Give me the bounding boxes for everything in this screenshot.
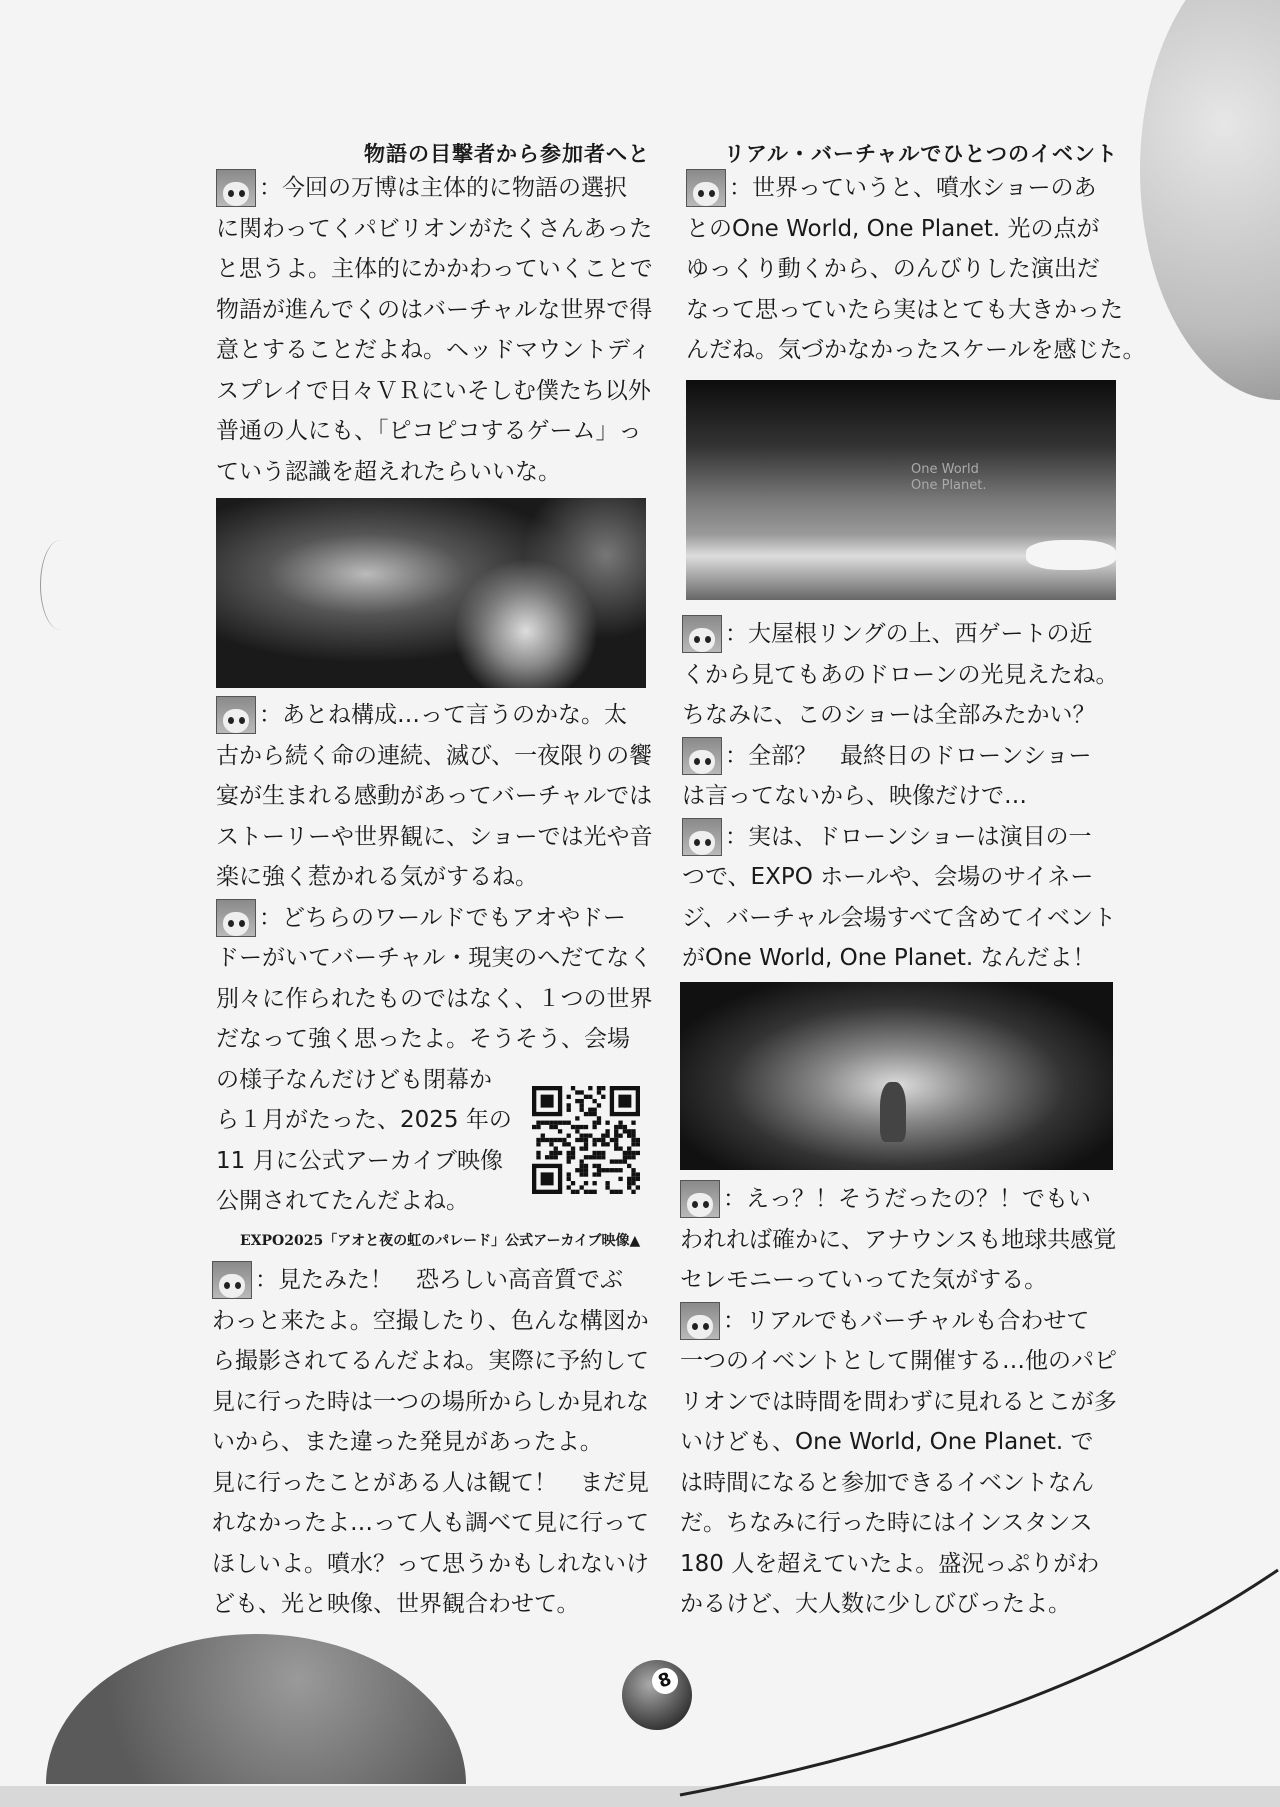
line-text: 普通の人にも、「ピコピコするゲーム」っ: [216, 418, 642, 444]
dialogue-block: [212, 1260, 649, 1463]
line-text: ら撮影されてるんだよね。実際に予約して: [212, 1348, 649, 1374]
line-text: れなかったよ…って人も調べて見に行って: [212, 1510, 649, 1536]
line-text: がOne World, One Planet. なんだよ！: [682, 945, 1096, 971]
line-text: わっと来たよ。空撮したり、色んな構図か: [212, 1307, 649, 1334]
text-line: [682, 776, 1119, 817]
right-dialogue-2: [682, 614, 1119, 979]
text-line: [686, 249, 1123, 290]
dialogue-block: [212, 1463, 649, 1625]
dialogue-block: [216, 168, 653, 492]
line-text: 意とすることだよね。ヘッドマウントディ: [216, 337, 652, 363]
text-line: [682, 695, 1119, 736]
dialogue-block: [682, 817, 1119, 979]
line-text: 宴が生まれる感動があってバーチャルでは: [216, 783, 653, 809]
line-text: ども、光と映像、世界観合わせて。: [212, 1591, 580, 1617]
dialogue-block: [686, 168, 1146, 371]
line-text: ：見たみた！ 恐ろしい高音質でぶ: [255, 1267, 623, 1293]
dialogue-block: [216, 695, 653, 898]
text-line: [680, 1179, 1117, 1220]
decorative-circle-top-right: [1140, 0, 1280, 400]
text-line: [212, 1544, 649, 1585]
text-line: [216, 168, 653, 209]
photo-logo: [911, 462, 987, 494]
line-text: ドーがいてバーチャル・現実のへだてなく: [216, 945, 653, 971]
speaker-avatar-icon: [686, 169, 726, 207]
right-dialogue-1: [686, 168, 1146, 371]
photo-logo-line: One World: [911, 462, 979, 477]
text-line: [216, 817, 653, 858]
line-text: 公開されてたんだよね。: [216, 1188, 469, 1214]
text-line: [212, 1503, 649, 1544]
text-line: [216, 776, 653, 817]
text-line: [216, 452, 653, 493]
line-text: は時間になると参加できるイベントなん: [680, 1469, 1094, 1496]
text-line: [682, 655, 1119, 696]
text-line: [686, 330, 1146, 371]
line-text: は言ってないから、映像だけで…: [682, 783, 1027, 809]
virtual-venue-photo: [680, 982, 1113, 1170]
line-text: リオンでは時間を問わずに見れるとこが多: [680, 1388, 1117, 1415]
dialogue-block: [682, 736, 1119, 817]
text-line: [680, 1422, 1117, 1463]
speaker-avatar-icon: [680, 1302, 720, 1340]
line-text: とのOne World, One Planet. 光の点が: [686, 215, 1100, 242]
text-line: [216, 411, 653, 452]
line-text: ていう認識を超えれたらいいな。: [216, 458, 561, 485]
line-text: ：今回の万博は主体的に物語の選択: [259, 175, 627, 201]
text-line: [680, 1584, 1117, 1625]
line-text: 楽に強く惹かれる気がするね。: [216, 864, 538, 890]
text-line: [216, 371, 653, 412]
line-text: 見に行った時は一つの場所からしか見れな: [212, 1388, 649, 1415]
dialogue-block: [680, 1179, 1117, 1301]
text-line: [680, 1301, 1117, 1342]
text-line: [686, 209, 1123, 250]
line-text: んだね。気づかなかったスケールを感じた。: [686, 337, 1146, 363]
line-text: ら１月がたった、2025 年の: [216, 1107, 512, 1133]
line-text: ：どちらのワールドでもアオやドー: [259, 904, 626, 931]
text-line: [682, 898, 1119, 939]
text-line: [682, 938, 1119, 979]
right-dialogue-3: [680, 1179, 1117, 1625]
text-line: [212, 1341, 649, 1382]
text-line: [216, 209, 653, 250]
speaker-avatar-icon: [216, 899, 256, 937]
text-line: [216, 736, 653, 777]
line-text: の様子なんだけども閉幕か: [216, 1066, 492, 1093]
line-text: つで、EXPO ホールや、会場のサイネー: [682, 864, 1094, 890]
right-section-heading: リアル・バーチャルでひとつのイベント: [723, 142, 1118, 166]
text-line: [686, 168, 1123, 209]
text-line: [680, 1341, 1117, 1382]
text-line: [212, 1260, 649, 1301]
line-text: に関わってくパビリオンがたくさんあった: [216, 215, 653, 242]
line-text: セレモニーっていってた気がする。: [680, 1267, 1048, 1293]
line-text: ：世界っていうと、噴水ショーのあ: [729, 175, 1097, 201]
line-text: なって思っていたら実はとても大きかった: [686, 296, 1123, 323]
text-line: [686, 290, 1123, 331]
line-text: ：大屋根リングの上、西ゲートの近: [725, 621, 1093, 647]
page-number-ball: [622, 1660, 692, 1730]
speaker-avatar-icon: [680, 1180, 720, 1218]
line-text: と思うよ。主体的にかかわっていくことで: [216, 256, 653, 282]
line-text: 一つのイベントとして開催する…他のパピ: [680, 1348, 1117, 1374]
line-text: くから見てもあのドローンの光見えたね。: [682, 661, 1119, 688]
line-text: ちなみに、このショーは全部みたかい？: [682, 702, 1096, 728]
text-line: [682, 736, 1119, 777]
line-text: 古から続く命の連続、滅び、一夜限りの饗: [216, 742, 653, 769]
speaker-avatar-icon: [682, 737, 722, 775]
text-line: [212, 1382, 649, 1423]
line-text: ゆっくり動くから、のんびりした演出だ: [686, 256, 1100, 282]
left-dialogue-3: [212, 1260, 649, 1625]
dialogue-block: [680, 1301, 1117, 1625]
line-text: いけども、One World, One Planet. で: [680, 1429, 1094, 1455]
text-line: [680, 1220, 1117, 1261]
line-text: 見に行ったことがある人は観て！ まだ見: [212, 1469, 649, 1496]
line-text: 11 月に公式アーカイブ映像: [216, 1147, 504, 1174]
text-line: [216, 898, 653, 939]
text-line: [680, 1503, 1117, 1544]
text-line: [212, 1463, 649, 1504]
text-line: [212, 1584, 649, 1625]
line-text: ：リアルでもバーチャルも合わせて: [723, 1307, 1090, 1334]
text-line: [680, 1544, 1117, 1585]
drone-show-photo: [686, 380, 1116, 600]
text-line: [680, 1382, 1117, 1423]
qr-code[interactable]: [532, 1086, 640, 1194]
speaker-avatar-icon: [216, 696, 256, 734]
text-line: [216, 249, 653, 290]
text-line: [216, 857, 653, 898]
text-line: [216, 979, 653, 1020]
speaker-avatar-icon: [216, 169, 256, 207]
line-text: ジ、バーチャル会場すべて含めてイベント: [682, 904, 1117, 931]
text-line: [216, 938, 653, 979]
page-number: 8: [648, 1664, 681, 1697]
text-line: [212, 1301, 649, 1342]
line-text: いから、また違った発見があったよ。: [212, 1429, 603, 1455]
speaker-avatar-icon: [212, 1261, 252, 1299]
dialogue-block: [682, 614, 1119, 736]
text-line: [216, 330, 653, 371]
line-text: ：全部？ 最終日のドローンショー: [725, 742, 1092, 769]
text-line: [682, 614, 1119, 655]
line-text: かるけど、大人数に少しびびったよ。: [680, 1591, 1071, 1617]
line-text: スプレイで日々ＶＲにいそしむ僕たち以外: [216, 377, 651, 404]
parade-photo: [216, 498, 646, 688]
text-line: [212, 1422, 649, 1463]
text-line: [682, 857, 1119, 898]
text-line: [680, 1463, 1117, 1504]
line-text: ストーリーや世界観に、ショーでは光や音: [216, 823, 653, 850]
line-text: ：実は、ドローンショーは演目の一: [725, 823, 1092, 850]
line-text: 180 人を超えていたよ。盛況っぷりがわ: [680, 1550, 1100, 1577]
line-text: 物語が進んでくのはバーチャルな世界で得: [216, 296, 653, 323]
line-text: 別々に作られたものではなく、１つの世界: [216, 985, 653, 1012]
qr-caption: EXPO2025「アオと夜の虹のパレード」公式アーカイブ映像▲: [240, 1233, 641, 1249]
text-line: [682, 817, 1119, 858]
photo-logo-line: One Planet.: [911, 478, 987, 493]
text-line: [216, 695, 653, 736]
decorative-circle-bottom-left: [46, 1634, 466, 1784]
line-text: ：えっ？！そうだったの？！でもい: [723, 1186, 1091, 1212]
text-line: [216, 1019, 653, 1060]
speaker-avatar-icon: [682, 818, 722, 856]
line-text: われれば確かに、アナウンスも地球共感覚: [680, 1226, 1117, 1253]
line-text: だなって強く思ったよ。そうそう、会場: [216, 1026, 630, 1052]
text-line: [216, 290, 653, 331]
scan-edge: [0, 1786, 1280, 1807]
line-text: ：あとね構成…って言うのかな。太: [259, 702, 627, 728]
left-section-heading: 物語の目撃者から参加者へと: [364, 142, 650, 166]
left-dialogue-1: [216, 168, 653, 492]
line-text: ほしいよ。噴水？って思うかもしれないけ: [212, 1550, 649, 1577]
line-text: だ。ちなみに行った時にはインスタンス: [680, 1510, 1093, 1536]
decorative-arc: [40, 540, 81, 630]
text-line: [680, 1260, 1117, 1301]
speaker-avatar-icon: [682, 615, 722, 653]
